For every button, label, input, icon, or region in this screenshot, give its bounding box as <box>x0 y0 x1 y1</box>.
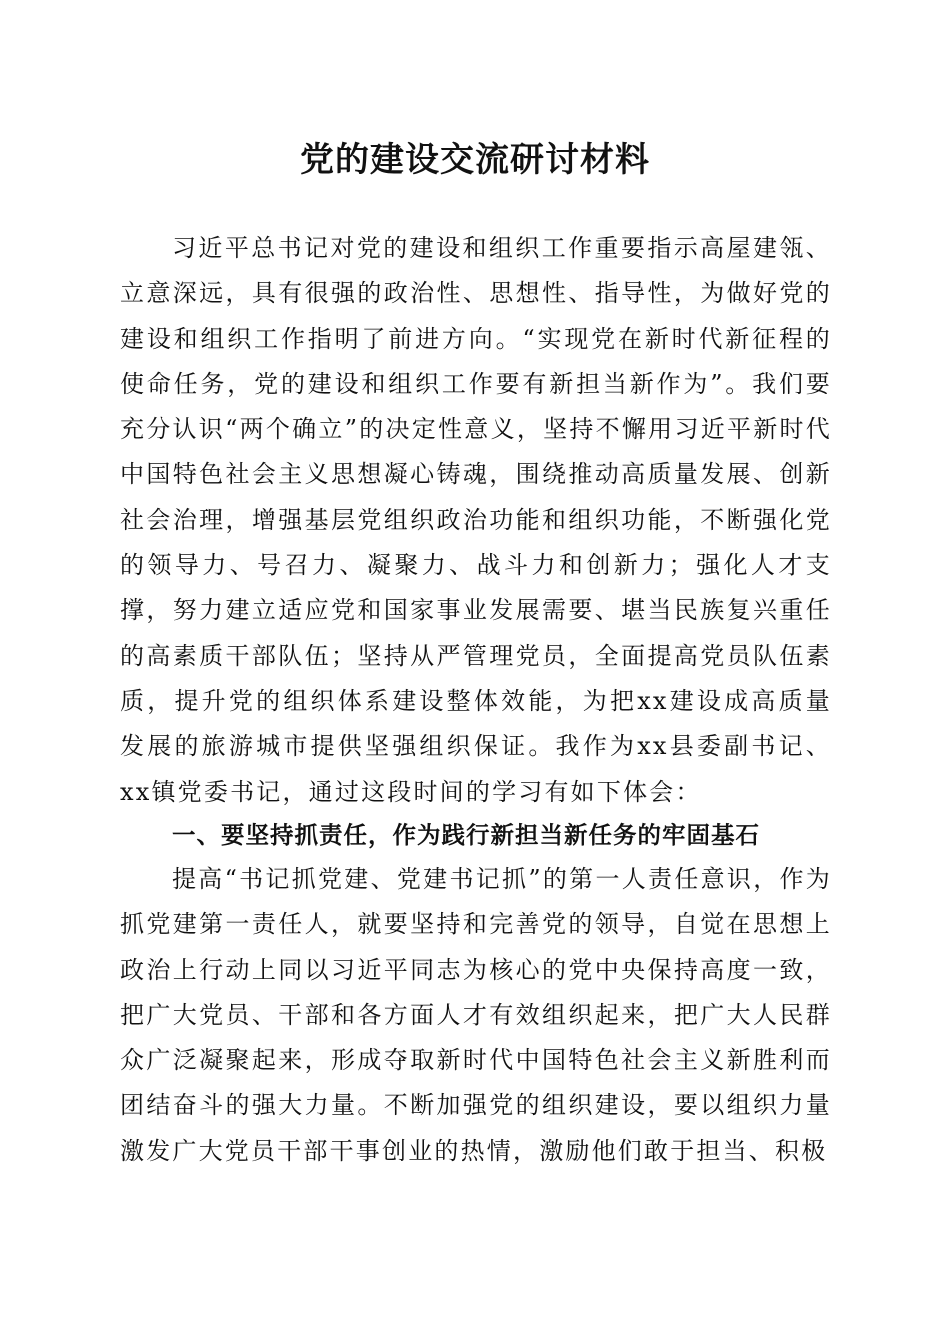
section-1-paragraph: 提高“书记抓党建、党建书记抓”的第一人责任意识，作为抓党建第一责任人，就要坚持和完善党的领导，自觉在思想上政治上行动上同以习近平同志为核心的党中央保持高度一致，把广大党员、干部和各方面人才有效组织起来，把广大人民群众广泛凝聚起来，形成夺取新时代中国特色社会主义新胜利而团结奋斗的强大力量。不断加强党的组织建设，要以组织力量激发广大党员干部干事创业的热情，激励他们敢于担当、积极 <box>120 865 832 1165</box>
document-title: 党的建设交流研讨材料 <box>300 140 650 180</box>
section-heading-1: 一、要坚持抓责任，作为践行新担当新任务的牢固基石 <box>172 821 760 849</box>
intro-paragraph: 习近平总书记对党的建设和组织工作重要指示高屋建瓴、立意深远，具有很强的政治性、思想性、指导性，为做好党的建设和组织工作指明了前进方向。“实现党在新时代新征程的使命任务，党的建设和组织工作要有新担当新作为”。我们要充分认识“两个确立”的决定性意义，坚持不懈用习近平新时代中国特色社会主义思想凝心铸魂，围绕推动高质量发展、创新社会治理，增强基层党组织政治功能和组织功能，不断强化党的领导力、号召力、凝聚力、战斗力和创新力；强化人才支撑，努力建立适应党和国家事业发展需要、堪当民族复兴重任的高素质干部队伍；坚持从严管理党员，全面提高党员队伍素质，提升党的组织体系建设整体效能，为把xx建设成高质量发展的旅游城市提供坚强组织保证。我作为xx县委副书记、xx镇党委书记，通过这段时间的学习有如下体会： <box>120 234 832 806</box>
